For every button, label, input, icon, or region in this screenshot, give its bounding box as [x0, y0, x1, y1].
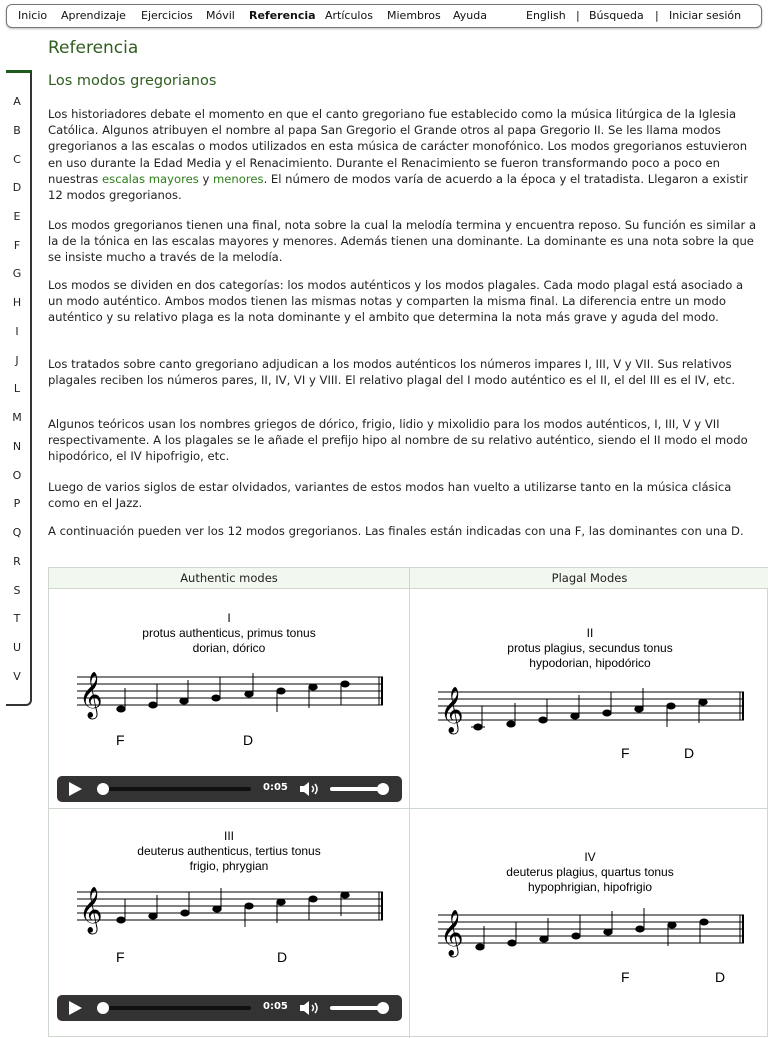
final-marker: F	[116, 949, 125, 965]
modes-table	[48, 567, 768, 1037]
play-icon[interactable]	[69, 1001, 82, 1015]
mode-latin-name: deuterus authenticus, tertius tonus	[137, 844, 321, 858]
alpha-letter-v[interactable]: V	[13, 670, 21, 683]
alpha-letter-j[interactable]: J	[15, 354, 19, 367]
paragraph-intro	[48, 106, 760, 203]
final-marker: F	[621, 969, 630, 985]
svg-text:𝄞: 𝄞	[79, 887, 103, 933]
svg-text:𝄞: 𝄞	[440, 910, 464, 956]
mode-latin-name: deuterus plagius, quartus tonus	[506, 865, 674, 879]
progress-track[interactable]	[101, 787, 251, 791]
play-icon[interactable]	[69, 782, 82, 796]
alpha-letter-r[interactable]: R	[13, 555, 21, 568]
final-marker: F	[621, 745, 630, 761]
alpha-letter-t[interactable]: T	[13, 612, 21, 625]
progress-track[interactable]	[101, 1006, 251, 1010]
alpha-letter-o[interactable]: O	[12, 469, 22, 482]
dominant-marker: D	[243, 732, 254, 748]
audio-player	[57, 995, 402, 1021]
music-staff-mode-ii	[438, 676, 748, 736]
mode-cell-ii	[410, 589, 768, 808]
paragraph-numbering: Los tratados sobre canto gregoriano adjudican a los modos auténticos los números impares I, III, V y VII. Sus relativos plagales reciben los números pares, II, IV, VI y VIII. El relativo plagal del I modo auténtico es el II, el del III es el IV, etc.	[48, 357, 736, 388]
final-marker: F	[116, 732, 125, 748]
mode-common-names: dorian, dórico	[192, 641, 266, 655]
volume-icon[interactable]	[299, 1000, 321, 1016]
nav-ayuda[interactable]: Ayuda	[453, 9, 487, 22]
mode-latin-name: protus authenticus, primus tonus	[142, 626, 316, 640]
nav-articulos[interactable]: Artículos	[325, 9, 373, 22]
paragraph-text: . El número de modos varía de acuerdo a la época y el tratadista. Llegaron a existir 12 modos gregorianos.	[48, 171, 749, 203]
alpha-letter-i[interactable]: I	[15, 325, 19, 338]
paragraph-legend: A continuación pueden ver los 12 modos gregorianos. Las finales están indicadas con una F, las dominantes con una D.	[48, 524, 744, 538]
alpha-letter-u[interactable]: U	[12, 641, 22, 654]
nav-miembros[interactable]: Miembros	[387, 9, 441, 22]
music-staff-mode-iv	[438, 899, 748, 959]
paragraph-categories: Los modos se dividen en dos categorías: los modos auténticos y los modos plagales. Cada modo plagal está asociado a un modo auténtico. Ambos modos tienen las mismas notas y comparten la misma final. La diferencia entre un modo auténtico y su relativo plaga es la nota dominante y el ambito que determina la nota más grave y aguda del modo.	[48, 278, 744, 325]
alpha-letter-e[interactable]: E	[13, 210, 21, 223]
paragraph-revival: Luego de varios siglos de estar olvidados, variantes de estos modos han vuelto a utilizarse tanto en la música clásica como en el Jazz.	[48, 480, 732, 511]
svg-text:𝄞: 𝄞	[440, 687, 464, 733]
progress-knob[interactable]	[97, 783, 109, 795]
alpha-letter-d[interactable]: D	[12, 181, 22, 194]
music-staff-mode-iii	[77, 876, 387, 936]
dominant-marker: D	[684, 745, 695, 761]
mode-common-names: hypodorian, hipodórico	[529, 656, 651, 670]
nav-separator: |	[655, 9, 659, 22]
paragraph-text: Los historiadores debate el momento en que el canto gregoriano fue establecido como la música litúrgica de la Iglesia Católica. Algunos atribuyen el nombre al papa San Gregorio el Grande otros al papa Gregorio II. Se les llama modos gregorianos a las escalas o modos utilizados en esta música de carácter monofónico. Los modos gregorianos estuvieron en uso durante la Edad Media y el Renacimiento. Durante el Renacimiento se fueron transformando poco a poco en nuestras	[48, 107, 748, 186]
link-escalas-mayores[interactable]: escalas mayores	[102, 171, 199, 186]
header-authentic-modes: Authentic modes	[49, 568, 409, 589]
page-title: Referencia	[48, 38, 139, 58]
alpha-letter-g[interactable]: G	[12, 267, 22, 280]
nav-movil[interactable]: Móvil	[206, 9, 235, 22]
nav-iniciar-sesion[interactable]: Iniciar sesión	[669, 9, 742, 22]
mode-numeral: II	[586, 626, 594, 640]
volume-knob[interactable]	[377, 783, 389, 795]
alphabet-index	[6, 70, 32, 706]
alpha-letter-l[interactable]: L	[13, 382, 21, 395]
music-staff-mode-i	[77, 661, 387, 721]
mode-cell-i	[49, 589, 409, 808]
alpha-letter-b[interactable]: B	[13, 124, 21, 137]
nav-inicio[interactable]: Inicio	[18, 9, 48, 22]
svg-text:𝄞: 𝄞	[79, 672, 103, 718]
mode-cell-iv	[410, 809, 768, 1038]
paragraph-final-dominant: Los modos gregorianos tienen una final, nota sobre la cual la melodía termina y encuentra reposo. Su función es similar a la de la tónica en las escalas mayores y menores. Además tienen una dominante. La dominante es una nota sobre la que se insiste mucho a través de la melodía.	[48, 218, 757, 265]
alpha-letter-f[interactable]: F	[13, 239, 21, 252]
paragraph-greek-names: Algunos teóricos usan los nombres griegos de dórico, frigio, lidio y mixolidio para los modos auténticos, I, III, V y VII respectivamente. A los plagales se le añade el prefijo hipo al nombre de su relativo auténtico, siendo el II modo el modo hipodórico, el IV hipofrigio, etc.	[48, 417, 748, 464]
nav-english[interactable]: English	[526, 9, 566, 22]
nav-busqueda[interactable]: Búsqueda	[589, 9, 644, 22]
nav-separator: |	[576, 9, 580, 22]
time-display: 0:05	[263, 782, 288, 793]
alpha-letter-c[interactable]: C	[13, 153, 21, 166]
dominant-marker: D	[277, 949, 288, 965]
header-plagal-modes: Plagal Modes	[410, 568, 768, 589]
alpha-letter-a[interactable]: A	[13, 95, 21, 108]
mode-numeral: I	[227, 611, 231, 625]
volume-knob[interactable]	[377, 1002, 389, 1014]
alpha-letter-n[interactable]: N	[12, 440, 22, 453]
alpha-letter-m[interactable]: M	[12, 411, 22, 424]
mode-numeral: IV	[584, 850, 596, 864]
link-menores[interactable]: menores	[213, 171, 264, 186]
top-navigation	[6, 4, 762, 28]
mode-cell-iii	[49, 809, 409, 1038]
volume-icon[interactable]	[299, 781, 321, 797]
mode-common-names: frigio, phrygian	[189, 859, 269, 873]
article-subtitle: Los modos gregorianos	[48, 73, 217, 89]
alpha-letter-p[interactable]: P	[13, 497, 21, 510]
time-display: 0:05	[263, 1001, 288, 1012]
alpha-letter-q[interactable]: Q	[12, 526, 22, 539]
nav-referencia[interactable]: Referencia	[249, 9, 316, 22]
mode-common-names: hypophrigian, hipofrigio	[527, 880, 653, 894]
alpha-letter-h[interactable]: H	[12, 296, 22, 309]
mode-numeral: III	[223, 829, 234, 843]
audio-player	[57, 776, 402, 802]
dominant-marker: D	[715, 969, 726, 985]
progress-knob[interactable]	[97, 1002, 109, 1014]
nav-aprendizaje[interactable]: Aprendizaje	[61, 9, 126, 22]
nav-ejercicios[interactable]: Ejercicios	[141, 9, 193, 22]
mode-latin-name: protus plagius, secundus tonus	[507, 641, 673, 655]
alpha-letter-s[interactable]: S	[13, 584, 21, 597]
paragraph-text: y	[198, 171, 213, 186]
